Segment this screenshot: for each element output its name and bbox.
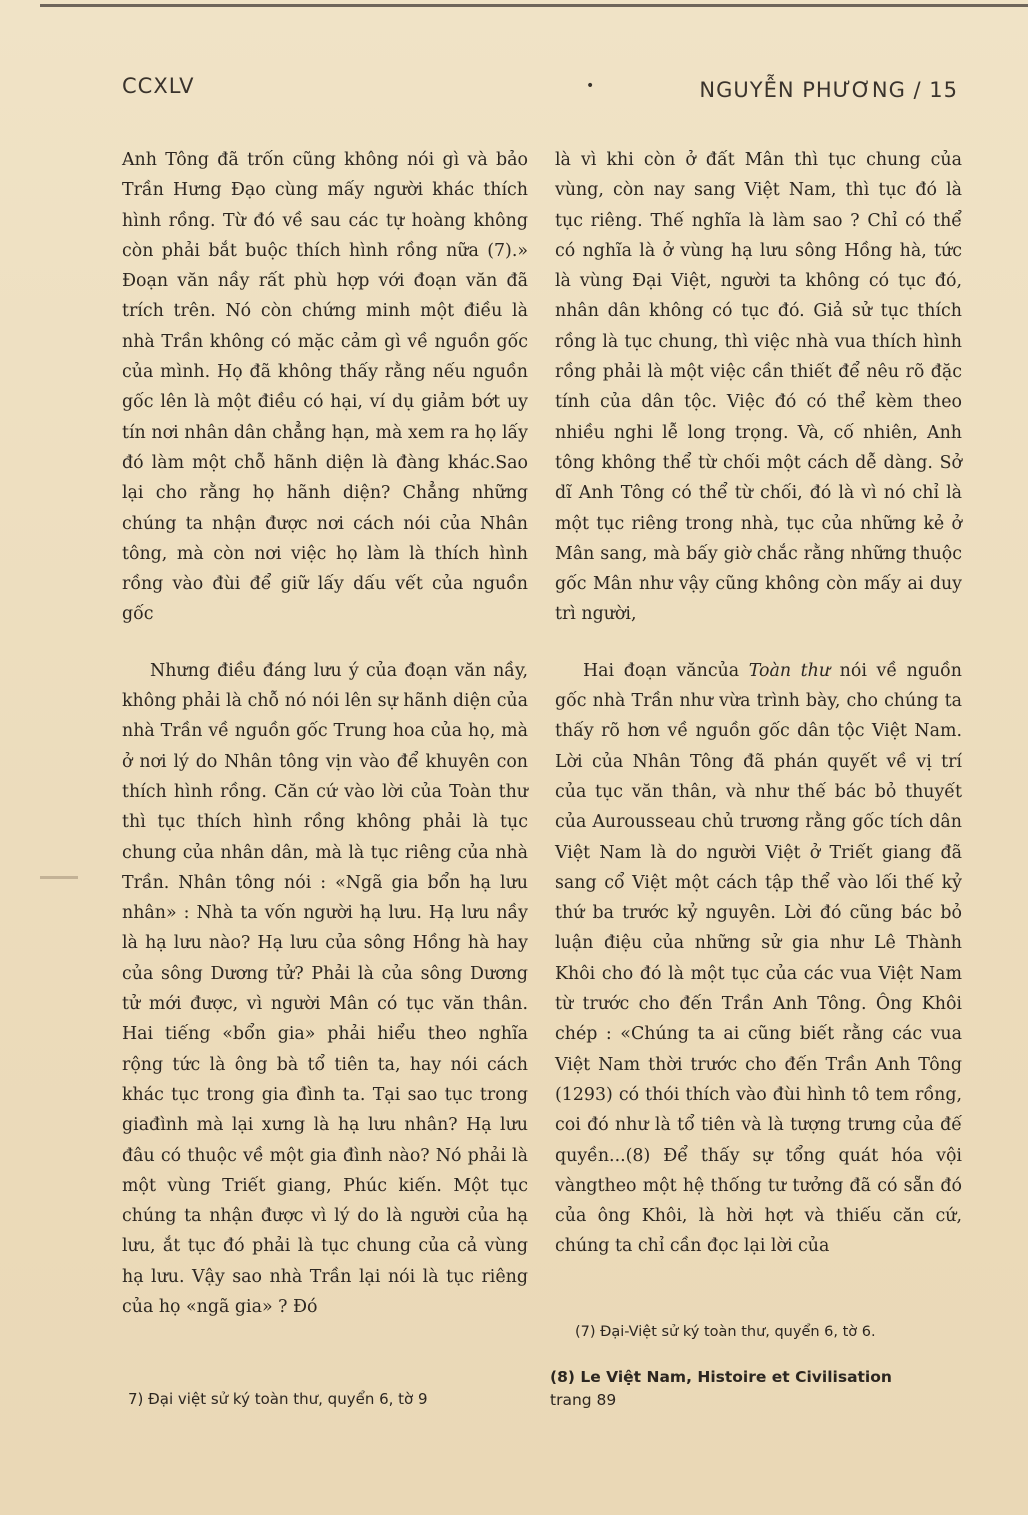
header-dot: •: [586, 78, 596, 94]
header-right: NGUYỄN PHƯƠNG / 15: [699, 78, 958, 102]
right-paragraph-2-italic: Toàn thư: [748, 660, 831, 681]
right-paragraph-1: là vì khi còn ở đất Mân thì tục chung của vùng, còn nay sang Việt Nam, thì tục đó là tục riêng. Thế nghĩa là làm sao ? Chỉ có thể có nghĩa là ở vùng hạ lưu sông Hồng hà, tức là vùng Đại Việt, người ta không có tục đó, nhân dân không có tục đó. Giả sử tục thích rồng là tục chung, thì việc nhà vua thích hình rồng phải là một việc cần thiết để nêu rõ đặc tính của dân tộc. Việc đó có thể kèm theo nhiều nghi lễ long trọng. Và, cố nhiên, Anh tông không thể từ chối một cách dễ dàng. Sở dĩ Anh Tông có thể từ chối, đó là vì nó chỉ là một tục riêng trong nhà, tục của những kẻ ở Mân sang, mà bấy giờ chắc rằng những thuộc gốc Mân như vậy cũng không còn mấy ai duy trì người,: [555, 150, 962, 625]
footnote-right-8: [550, 1366, 970, 1412]
left-paragraph-1: Anh Tông đã trốn cũng không nói gì và bảo Trần Hưng Đạo cùng mấy người khác thích hình rồng. Từ đó về sau các tự hoàng không còn phải bắt buộc thích hình rồng nữa (7).» Đoạn văn nầy rất phù hợp với đoạn văn đã trích trên. Nó còn chứng minh một điều là nhà Trần không có mặc cảm gì về nguồn gốc của mình. Họ đã không thấy rằng nếu nguồn gốc lên là một điều có hại, ví dụ giảm bớt uy tín nơi nhân dân chẳng hạn, mà xem ra họ lấy đó làm một chỗ hãnh diện là đàng khác.Sao lại cho rằng họ hãnh diện? Chẳng những chúng ta nhận được nơi cách nói của Nhân tông, mà còn nơi việc họ làm là thích hình rồng vào đùi để giữ lấy dấu vết của nguồn gốc: [122, 150, 528, 625]
footnote-left: 7) Đại việt sử ký toàn thư, quyển 6, tờ 9: [128, 1390, 428, 1408]
footnote-right-7: (7) Đại-Việt sử ký toàn thư, quyển 6, tờ 6.: [575, 1324, 876, 1340]
left-paragraph-2: Nhưng điều đáng lưu ý của đoạn văn nầy, không phải là chỗ nó nói lên sự hãnh diện của nhà Trần về nguồn gốc Trung hoa của họ, mà ở nơi lý do Nhân tông vịn vào để khuyên con thích hình rồng. Căn cứ vào lời của Toàn thư thì tục thích hình rồng không phải là tục chung của nhân dân, mà là tục riêng của nhà Trần. Nhân tông nói : «Ngã gia bổn hạ lưu nhân» : Nhà ta vốn người hạ lưu. Hạ lưu nầy là hạ lưu nào? Hạ lưu của sông Hồng hà hay của sông Dương tử? Phải là của sông Dương tử mới được, vì người Mân có tục văn thân. Hai tiếng «bổn gia» phải hiểu theo nghĩa rộng tức là ông bà tổ tiên ta, hay nói cách khác tục trong gia đình ta. Tại sao tục trong giađình mà lại xưng là hạ lưu nhân? Hạ lưu đâu có thuộc về một gia đình nào? Nó phải là một vùng Triết giang, Phúc kiến. Một tục chúng ta nhận được vì lý do là người của hạ lưu, ắt tục đó phải là tục chung của cả vùng hạ lưu. Vậy sao nhà Trần lại nói là tục riêng của họ «ngã gia» ? Đó: [122, 660, 528, 1317]
margin-mark: [40, 876, 78, 879]
header-left: CCXLV: [122, 74, 195, 98]
footnote-right-8-line2: trang 89: [550, 1391, 617, 1409]
right-paragraph-2-before: Hai đoạn văncủa: [583, 660, 749, 681]
page-header: [0, 74, 1028, 110]
right-paragraph-2-after: nói về nguồn gốc nhà Trần như vừa trình bày, cho chúng ta thấy rõ hơn về nguồn gốc dân tộc Việt Nam. Lời của Nhân Tông đã phán quyết về vị trí của tục văn thân, và như thế bác bỏ thuyết của Aurousseau chủ trương rằng gốc tích dân Việt Nam là do người Việt ở Triết giang đã sang cổ Việt một cách tập thể vào lối thế kỷ thứ ba trước kỷ nguyên. Lời đó cũng bác bỏ luận điệu của những sử gia như Lê Thành Khôi cho đó là một tục của các vua Việt Nam từ trước cho đến Trần Anh Tông. Ông Khôi chép : «Chúng ta ai cũng biết rằng các vua Việt Nam thời trước cho đến Trần Anh Tông (1293) có thói thích vào đùi hình tô tem rồng, coi đó như là tổ tiên và là tượng trưng của đế quyền...(8) Để thấy sự tổng quát hóa vội vàngtheo một hệ thống tư tưởng đã có sẵn đó của ông Khôi, là hời hợt và thiếu căn cứ, chúng ta chỉ cần đọc lại lời của: [555, 660, 962, 1257]
right-column: [555, 145, 962, 1262]
footnote-right-8-line1: (8) Le Việt Nam, Histoire et Civilisation: [550, 1368, 892, 1386]
right-paragraph-2: [555, 656, 962, 1262]
top-rule: [40, 4, 1028, 7]
left-column: [122, 145, 528, 1322]
